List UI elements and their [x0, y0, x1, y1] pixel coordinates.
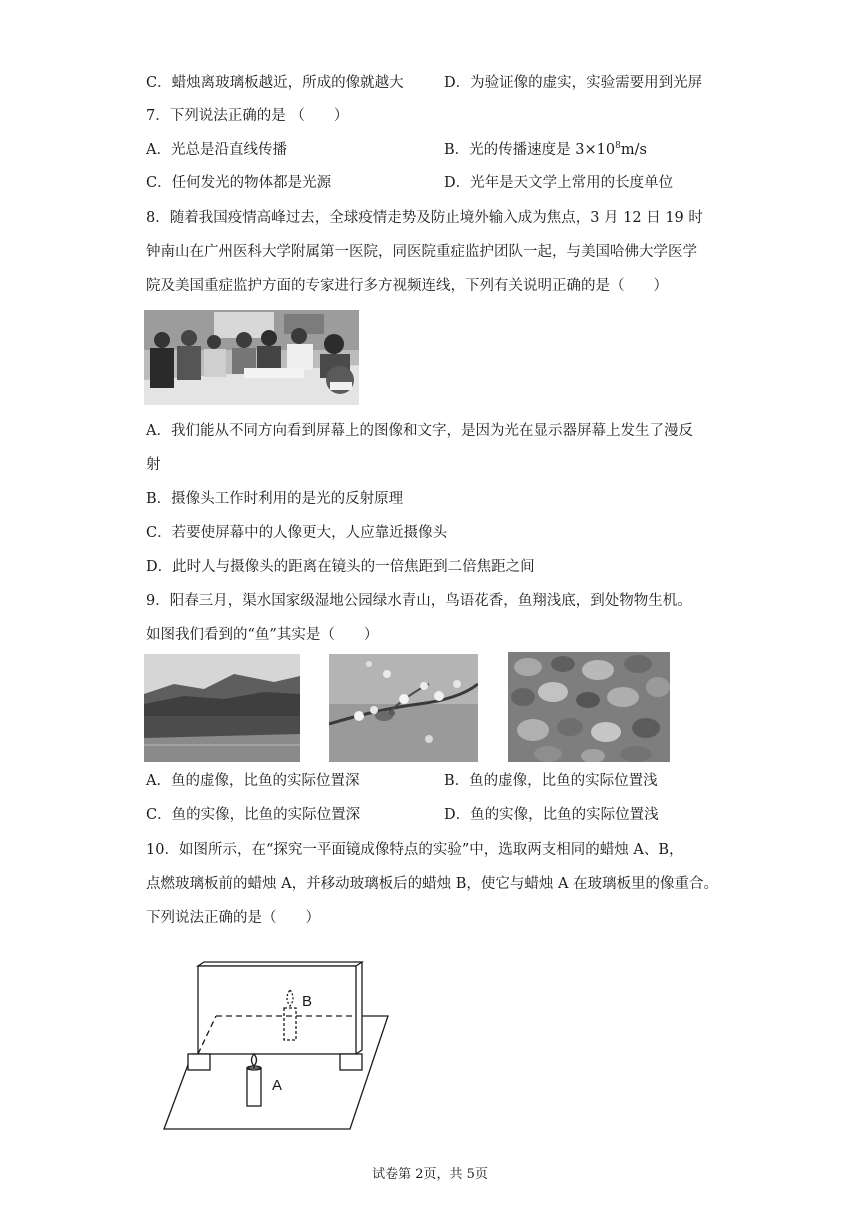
q6-option-d: D．为验证像的虚实，实验需要用到光屏 — [444, 75, 703, 91]
q9-stem-line-2: 如图我们看到的“鱼”其实是（ ） — [146, 627, 379, 643]
q8-option-a-line-2: 射 — [146, 457, 161, 473]
candle-a-label: A — [272, 1077, 283, 1094]
q8-stem-line-3: 院及美国重症监护方面的专家进行多方视频连线，下列有关说明正确的是（ ） — [146, 278, 668, 294]
page-footer: 试卷第 2页，共 5页 — [372, 1167, 488, 1182]
q10-stem-line-2: 点燃玻璃板前的蜡烛 A，并移动玻璃板后的蜡烛 B，使它与蜡烛 A 在玻璃板里的像重合。 — [146, 876, 719, 892]
candle-b-label: B — [302, 993, 313, 1010]
video-conference-photo — [144, 310, 359, 405]
q8-stem-line-1: 8．随着我国疫情高峰过去，全球疫情走势及防止境外输入成为焦点，3 月 12 日 19 时 — [146, 210, 703, 226]
q7-option-d: D．光年是天文学上常用的长度单位 — [444, 175, 674, 191]
q8-option-d: D．此时人与摄像头的距离在镜头的一倍焦距到二倍焦距之间 — [146, 559, 535, 575]
q7-option-c: C．任何发光的物体都是光源 — [146, 175, 332, 191]
q9-option-c: C．鱼的实像，比鱼的实际位置深 — [146, 807, 361, 823]
plane-mirror-diagram — [160, 950, 396, 1135]
riverbed-pebbles-photo — [508, 652, 670, 762]
q8-option-c: C．若要使屏幕中的人像更大，人应靠近摄像头 — [146, 525, 448, 541]
q9-option-b: B．鱼的虚像，比鱼的实际位置浅 — [444, 773, 658, 789]
q8-option-b: B．摄像头工作时利用的是光的反射原理 — [146, 491, 404, 507]
q10-stem-line-1: 10．如图所示，在“探究一平面镜成像特点的实验”中，选取两支相同的蜡烛 A、B， — [146, 842, 684, 858]
q8-stem-line-2: 钟南山在广州医科大学附属第一医院，同医院重症监护团队一起，与美国哈佛大学医学 — [146, 244, 697, 260]
blossom-bird-photo — [329, 654, 478, 762]
q8-option-a-line-1: A．我们能从不同方向看到屏幕上的图像和文字，是因为光在显示器屏幕上发生了漫反 — [146, 423, 693, 439]
lake-landscape-photo — [144, 654, 300, 762]
q9-option-d: D．鱼的实像，比鱼的实际位置浅 — [444, 807, 659, 823]
q9-stem-line-1: 9．阳春三月，渠水国家级湿地公园绿水青山，鸟语花香，鱼翔浅底，到处物物生机。 — [146, 593, 692, 609]
q7-stem: 7．下列说法正确的是 （ ） — [146, 108, 349, 124]
q10-stem-line-3: 下列说法正确的是（ ） — [146, 910, 320, 926]
q7-option-b: B．光的传播速度是 $3\times 10^8m/s$ — [444, 141, 647, 158]
q7-option-a: A．光总是沿直线传播 — [146, 142, 287, 158]
q9-option-a: A．鱼的虚像，比鱼的实际位置深 — [146, 773, 360, 789]
q6-option-c: C．蜡烛离玻璃板越近，所成的像就越大 — [146, 75, 404, 91]
